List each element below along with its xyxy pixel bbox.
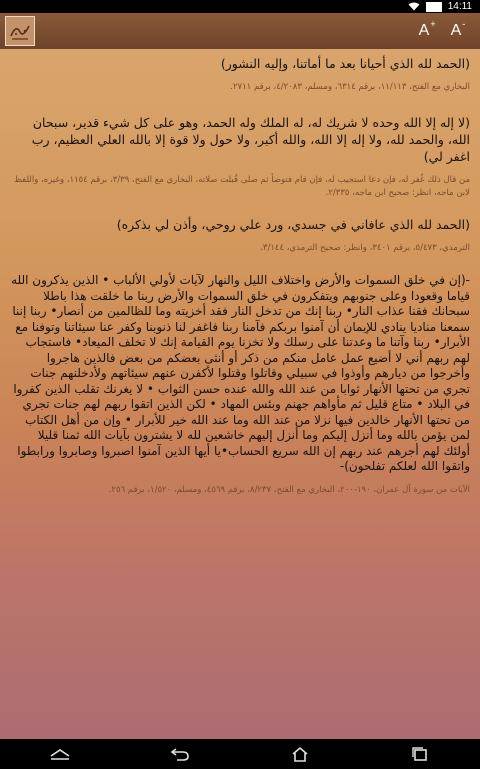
decrease-font-button[interactable]: [440, 19, 472, 40]
increase-font-button[interactable]: [408, 19, 440, 40]
dua-source: الآيات من سورة آل عمران، ١٩٠-٢٠٠، البخاري مع الفتح، ٨/٢٣٧، برقم ٤٥٦٩، ومسلم، ١/٥٢٠، برقم ٢٥٦.: [108, 484, 470, 495]
dua-content[interactable]: [0, 49, 480, 739]
dua-source: من قال ذلك غُفر له، فإن دعا استجيب له، فإن قام فتوضأ ثم صلى قُبلت صلاته، البخاري مع الفتح، ٣/٣٩، برقم ١١٥٤، وغيره، واللفظ لابن ماجه، انظر: صحيح ابن ماجه، ٢/٣٣٥.: [14, 175, 470, 198]
home-icon[interactable]: [280, 741, 320, 767]
app-bar: [0, 13, 480, 49]
dua-text: -(إن في خلق السموات والأرض واختلاف الليل والنهار لآيات لأولي الألباب • الذين يذكرون الله قياما وقعودا وعلى جنوبهم ويتفكرون في خلق السموات والأرض ربنا ما خلقت هذا باطلا سبحانك فقنا عذاب النار• ربنا إنك من تدخل النار فقد أخزيته وما للظالمين من أنصار• ربنا إننا سمعنا مناديا ينادي للإيمان أن آمنوا بربكم فآمنا ربنا فاغفر لنا ذنوبنا وكفر عنا سيئاتنا وتوفنا مع الأبرار• ربنا وآتنا ما وعدتنا على رسلك ولا تخزنا يوم القيامة إنك لا تخلف الميعاد• فاستجاب لهم ربهم أني لا أضيع عمل عامل منكم من ذكر أو أنثى بعضكم من بعض فالذين هاجروا وأخرجوا من ديارهم وأوذوا في سبيلي وقاتلوا وقتلوا لأكفرن عنهم سيئاتهم ولأدخلنهم جنات تجري من تحتها الأنهار ثوابا من عند الله والله عنده حسن الثواب • لا يغرنك تقلب الذين كفروا في البلاد • متاع قليل ثم مأواهم جهنم وبئس المهاد • لكن الذين اتقوا ربهم لهم جنات تجري من تحتها الأنهار خالدين فيها نزلا من عند الله وما عند الله خير للأبرار • وإن من أهل الكتاب لمن يؤمن بالله وما أنزل إليكم وما أنزل إليهم خاشعين لله لا يشترون بآيات الله ثمنا قليلا أولئك لهم أجرهم عند ربهم إن الله سريع الحساب•يا أيها الذين آمنوا اصبروا وصابروا ورابطوا واتقوا الله لعلكم تفلحون)-: [11, 273, 470, 473]
increase-font-label: A: [418, 22, 430, 39]
dua-entry-2: [10, 114, 470, 200]
dua-source: البخاري مع الفتح، ١١/١١٣، برقم ٦٣١٤، ومسلم، ٤/٢٠٨٣، برقم ٢٧١١.: [230, 82, 470, 92]
status-bar: [0, 0, 480, 13]
wifi-icon: [408, 2, 420, 11]
battery-icon: [426, 2, 442, 12]
dua-text: (الحمد لله الذي أحيانا بعد ما أماتنا، وإليه النشور): [220, 56, 470, 71]
decrease-font-label: A: [450, 22, 462, 39]
increase-font-mark: +: [430, 19, 436, 29]
navigation-bar: [0, 739, 480, 769]
dua-entry-1: [10, 55, 470, 94]
dua-source: الترمذي، ٥/٤٧٣، برقم ٣٤٠١، وانظر: صحيح الترمذي، ٣/١٤٤.: [260, 243, 470, 253]
clock: 14:11: [447, 1, 472, 12]
back-icon[interactable]: [160, 741, 200, 767]
decrease-font-mark: -: [462, 19, 466, 29]
dua-text: (الحمد لله الذي عافاني في جسدي، ورد علي روحي، وأذن لي بذكره): [116, 217, 470, 232]
dua-entry-3: [10, 216, 470, 255]
dua-entry-4: [10, 273, 470, 497]
recents-icon[interactable]: [400, 741, 440, 767]
dua-text: (لا إله إلا الله وحده لا شريك له، له الملك وله الحمد، وهو على كل شيء قدير، سبحان الله، والحمد لله، ولا إله إلا الله، والله أكبر، ولا حول ولا قوة إلا بالله العلي العظيم، رب اغفر لي): [31, 115, 470, 164]
home-up-icon[interactable]: [40, 741, 80, 767]
app-logo-icon[interactable]: [5, 16, 35, 46]
